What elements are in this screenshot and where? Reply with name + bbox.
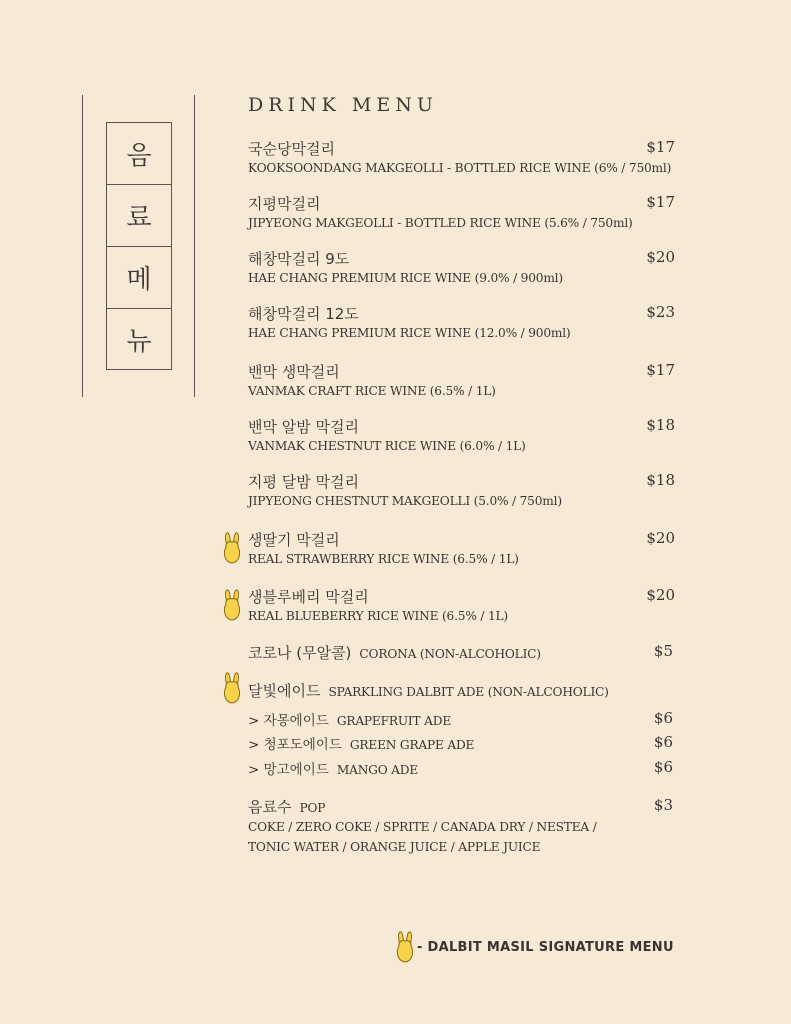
vertical-title-char: 료	[107, 184, 171, 246]
option-name-ko: > 망고에이드	[248, 762, 329, 778]
item-price: $18	[646, 416, 675, 434]
option-price: $6	[653, 758, 673, 776]
signature-legend	[395, 930, 674, 964]
bunny-icon	[222, 531, 242, 565]
option-name-ko: > 청포도에이드	[248, 737, 342, 753]
item-name	[248, 796, 325, 817]
item-price: $20	[646, 586, 675, 604]
item-name-ko: 해창막걸리 9도	[248, 250, 350, 268]
item-name	[248, 642, 541, 663]
item-name-ko: 음료수	[248, 798, 292, 816]
bunny-icon	[222, 671, 242, 705]
item-name-en: VANMAK CRAFT RICE WINE (6.5% / 1L)	[248, 384, 496, 398]
option-name-en: GRAPEFRUIT ADE	[336, 714, 452, 728]
option-name-en: MANGO ADE	[336, 763, 419, 777]
item-name-ko: 생딸기 막걸리	[248, 531, 340, 549]
item-name-en: CORONA (NON-ALCOHOLIC)	[359, 647, 541, 661]
item-name-en: REAL STRAWBERRY RICE WINE (6.5% / 1L)	[248, 552, 519, 566]
option-name	[248, 733, 474, 753]
item-name-en: SPARKLING DALBIT ADE (NON-ALCOHOLIC)	[328, 685, 609, 699]
option-price: $6	[653, 709, 673, 727]
item-price: $17	[646, 138, 675, 156]
item-name-en: POP	[299, 801, 326, 815]
item-name-en: HAE CHANG PREMIUM RICE WINE (12.0% / 900ml)	[248, 326, 571, 340]
item-name-ko: 해창막걸리 12도	[248, 305, 359, 323]
option-name	[248, 709, 451, 729]
pop-options	[248, 817, 597, 857]
option-name	[248, 758, 418, 778]
item-price: $3	[653, 796, 673, 814]
item-name-ko: 밴막 생막걸리	[248, 363, 340, 381]
item-price: $17	[646, 193, 675, 211]
page-title: DRINK MENU	[248, 94, 438, 116]
vertical-title-char: 메	[107, 246, 171, 308]
item-price: $18	[646, 471, 675, 489]
option-name-ko: > 자몽에이드	[248, 713, 329, 729]
item-name-en: JIPYEONG CHESTNUT MAKGEOLLI (5.0% / 750ml)	[248, 494, 562, 508]
vertical-title-char: 음	[107, 122, 171, 184]
item-name-ko: 생블루베리 막걸리	[248, 588, 369, 606]
pop-options-line: TONIC WATER / ORANGE JUICE / APPLE JUICE	[248, 840, 541, 854]
item-name-en: REAL BLUEBERRY RICE WINE (6.5% / 1L)	[248, 609, 508, 623]
item-name-ko: 달빛에이드	[248, 682, 321, 700]
vertical-title	[106, 122, 172, 370]
bunny-icon	[222, 588, 242, 622]
item-name-ko: 지평막걸리	[248, 195, 321, 213]
title-rule-left	[82, 95, 83, 397]
vertical-title-char: 뉴	[107, 308, 171, 370]
item-price: $20	[646, 248, 675, 266]
item-price: $17	[646, 361, 675, 379]
item-name-ko: 지평 달밤 막걸리	[248, 473, 359, 491]
item-price: $23	[646, 303, 675, 321]
item-name	[248, 680, 609, 701]
item-name-en: HAE CHANG PREMIUM RICE WINE (9.0% / 900ml)	[248, 271, 563, 285]
item-name-ko: 코로나 (무알콜)	[248, 644, 352, 662]
item-name-ko: 국순당막걸리	[248, 140, 335, 158]
bunny-icon	[395, 930, 415, 964]
option-name-en: GREEN GRAPE ADE	[349, 738, 475, 752]
title-rule-right	[194, 95, 195, 397]
item-price: $5	[653, 642, 673, 660]
pop-options-line: COKE / ZERO COKE / SPRITE / CANADA DRY / NESTEA /	[248, 820, 597, 834]
option-price: $6	[653, 733, 673, 751]
item-price: $20	[646, 529, 675, 547]
item-name-en: JIPYEONG MAKGEOLLI - BOTTLED RICE WINE (5.6% / 750ml)	[248, 216, 633, 230]
item-name-en: KOOKSOONDANG MAKGEOLLI - BOTTLED RICE WINE (6% / 750ml)	[248, 161, 672, 175]
legend-label: - DALBIT MASIL SIGNATURE MENU	[417, 939, 674, 955]
item-name-ko: 밴막 알밤 막걸리	[248, 418, 359, 436]
item-name-en: VANMAK CHESTNUT RICE WINE (6.0% / 1L)	[248, 439, 526, 453]
